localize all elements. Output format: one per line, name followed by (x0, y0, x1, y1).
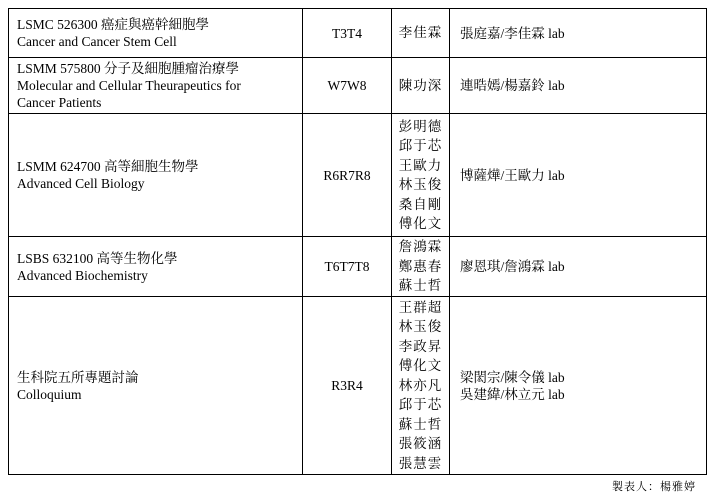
table-maker-note: 製表人：楊雅婷 (612, 481, 696, 493)
lab-cell (450, 58, 707, 114)
teacher-name: 邱于芯 (398, 397, 443, 413)
lab-cell (450, 114, 707, 237)
table-row (9, 114, 707, 237)
teachers-cell (392, 114, 450, 237)
course-code-title: LSBS 632100 高等生物化學 (17, 250, 178, 266)
course-english-title: Molecular and Cellular Theurapeutics for (17, 78, 241, 93)
teacher-name: 鄭惠春 (398, 258, 443, 274)
teachers-cell (392, 297, 450, 475)
course-english-title: Colloquium (17, 386, 82, 402)
course-schedule-sheet (8, 8, 707, 475)
teachers-cell (392, 58, 450, 114)
teacher-name: 李政昇 (398, 338, 443, 354)
course-code-title: LSMM 624700 高等細胞生物學 (17, 159, 199, 174)
teacher-name: 桑自剛 (398, 196, 443, 212)
teachers-cell (392, 9, 450, 58)
table-row (9, 9, 707, 58)
course-cell (9, 114, 303, 237)
time-cell: T6T7T8 (303, 237, 392, 297)
teacher-name: 王群超 (398, 299, 443, 315)
lab-name: 廖恩琪/詹鴻霖 lab (460, 259, 565, 274)
time-cell: W7W8 (303, 58, 392, 114)
course-cell (9, 237, 303, 297)
course-code-title: LSMM 575800 分子及細胞腫瘤治療學 (17, 61, 240, 76)
teacher-name: 張筱涵 (398, 436, 443, 452)
lab-name: 梁閎宗/陳令儀 lab (460, 369, 565, 385)
table-row (9, 58, 707, 114)
teacher-name: 林玉俊 (398, 319, 443, 335)
table-row (9, 237, 707, 297)
course-english-title: Cancer and Cancer Stem Cell (17, 34, 177, 49)
course-english-title: Advanced Cell Biology (17, 176, 145, 191)
table-row (9, 297, 707, 475)
teacher-name: 王歐力 (398, 157, 443, 173)
teacher-name: 李佳霖 (398, 25, 443, 41)
lab-cell (450, 9, 707, 58)
lab-name: 吳建緯/林立元 lab (460, 386, 565, 402)
lab-name: 連晧嫣/楊嘉鈴 lab (460, 78, 565, 93)
teacher-name: 林亦凡 (398, 377, 443, 393)
teacher-name: 陳功深 (398, 77, 443, 93)
teacher-name: 傅化文 (398, 216, 443, 231)
course-cell (9, 297, 303, 475)
course-table (8, 8, 707, 475)
teacher-name: 邱于芯 (398, 138, 443, 153)
time-cell: R6R7R8 (303, 114, 392, 237)
course-code-title: LSMC 526300 癌症與癌幹細胞學 (17, 17, 210, 32)
teacher-name: 林玉俊 (398, 177, 443, 192)
teacher-name: 蘇士哲 (398, 416, 443, 432)
teachers-cell (392, 237, 450, 297)
lab-cell (450, 297, 707, 475)
course-cell (9, 9, 303, 58)
teacher-name: 蘇士哲 (398, 278, 443, 294)
lab-name: 博薩燁/王歐力 lab (460, 167, 565, 183)
teacher-name: 彭明德 (398, 118, 443, 134)
time-cell: T3T4 (303, 9, 392, 58)
course-english-title: Cancer Patients (17, 95, 102, 110)
course-code-title: 生科院五所專題討論 (17, 369, 139, 385)
course-english-title: Advanced Biochemistry (17, 267, 148, 283)
teacher-name: 傅化文 (398, 358, 443, 374)
teacher-name: 張慧雲 (398, 455, 443, 471)
teacher-name: 詹鴻霖 (398, 239, 443, 255)
course-cell (9, 58, 303, 114)
time-cell: R3R4 (303, 297, 392, 475)
lab-cell (450, 237, 707, 297)
lab-name: 張庭嘉/李佳霖 lab (460, 25, 565, 41)
